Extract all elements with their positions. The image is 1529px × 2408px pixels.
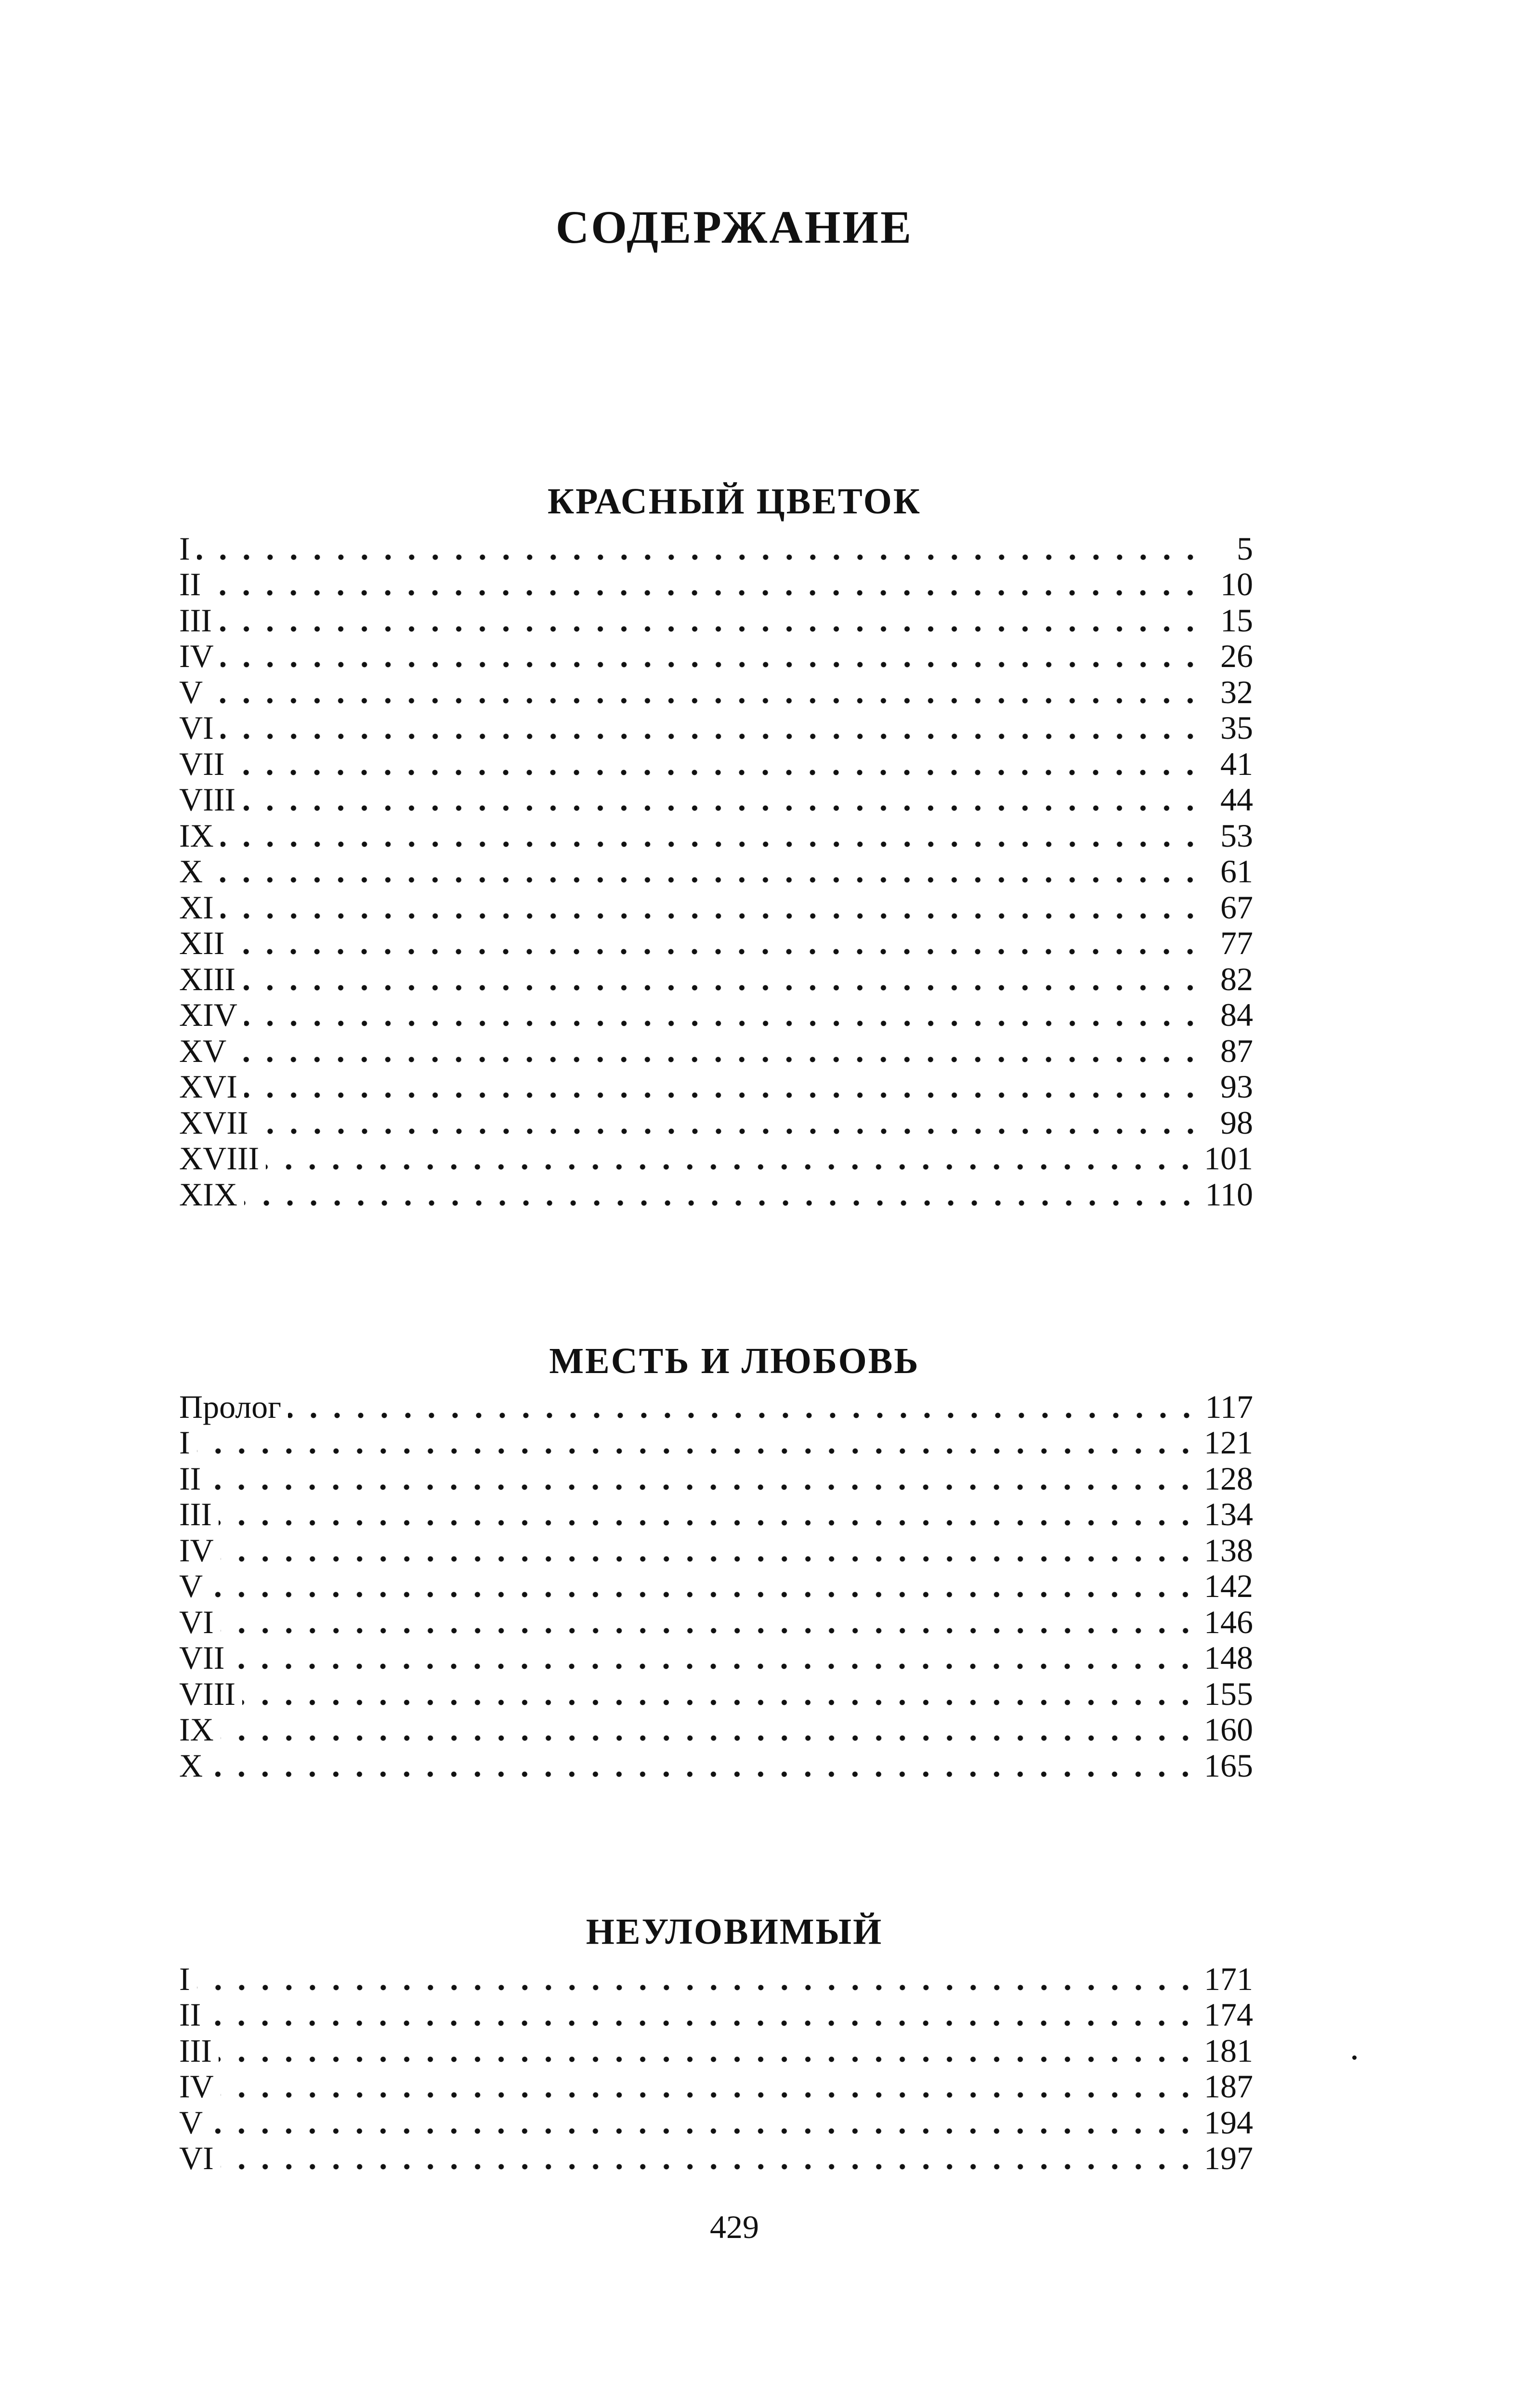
- dot-leader: [242, 1700, 1197, 1705]
- toc-entry: [179, 1746, 1253, 1782]
- toc-entry-page-number: 142: [1204, 1568, 1253, 1604]
- toc-entry-label: X: [179, 853, 203, 890]
- dot-leader: [231, 949, 1202, 955]
- toc-entry-label: IV: [179, 638, 214, 674]
- toc-entry: [179, 744, 1253, 780]
- toc-entry-page-number: 110: [1205, 1176, 1253, 1213]
- toc-entry-page-number: 41: [1220, 745, 1253, 782]
- toc-entry-page-number: 155: [1204, 1675, 1253, 1712]
- toc-entry-page-number: 35: [1220, 709, 1253, 746]
- toc-entry: [179, 1459, 1253, 1495]
- toc-entry-page-number: 53: [1220, 817, 1253, 854]
- toc-entry: [179, 816, 1253, 852]
- dot-leader: [221, 1556, 1197, 1562]
- toc-entry-page-number: 187: [1204, 2068, 1253, 2105]
- toc-entry-label: I: [179, 1424, 190, 1461]
- toc-entry: [179, 1531, 1253, 1567]
- toc-entry: [179, 1674, 1253, 1710]
- toc-entry-label: IV: [179, 1531, 214, 1569]
- toc-entry: [179, 1067, 1253, 1103]
- toc-entry: [179, 1602, 1253, 1638]
- toc-entry-label: XI: [179, 889, 214, 926]
- toc-list-krasnyi-tsvetok: [179, 529, 1253, 1211]
- toc-entry-page-number: 134: [1204, 1496, 1253, 1532]
- page-number: 429: [710, 2209, 759, 2245]
- toc-entry-label: XVII: [179, 1104, 248, 1141]
- toc-entry-label: V: [179, 2104, 203, 2141]
- toc-entry-page-number: 138: [1204, 1531, 1253, 1569]
- dot-leader: [233, 1057, 1202, 1062]
- toc-entry-page-number: 101: [1204, 1140, 1253, 1177]
- toc-entry: [179, 2139, 1253, 2175]
- toc-entry-page-number: 26: [1220, 638, 1253, 674]
- toc-entry: [179, 2031, 1253, 2067]
- dot-leader: [209, 2128, 1197, 2134]
- toc-entry: [179, 2103, 1253, 2139]
- toc-entry-label: V: [179, 1568, 203, 1604]
- dot-leader: [209, 698, 1202, 704]
- toc-entry: [179, 1175, 1253, 1211]
- toc-entry: [179, 2067, 1253, 2103]
- toc-entry: [179, 852, 1253, 888]
- toc-entry-label: IX: [179, 1711, 214, 1748]
- toc-entry-page-number: 117: [1205, 1388, 1253, 1425]
- dot-leader: [221, 1735, 1197, 1741]
- toc-entry-page-number: 171: [1204, 1960, 1253, 1997]
- toc-entry-label: XII: [179, 925, 225, 961]
- dot-leader: [244, 1200, 1199, 1206]
- toc-entry: [179, 780, 1253, 816]
- toc-entry-page-number: 84: [1220, 996, 1253, 1033]
- toc-entry-label: XVIII: [179, 1140, 260, 1177]
- print-speck: [1352, 2055, 1357, 2060]
- toc-entry-label: X: [179, 1747, 203, 1784]
- toc-entry-page-number: 146: [1204, 1603, 1253, 1640]
- dot-leader: [197, 1985, 1197, 1990]
- toc-entry: [179, 995, 1253, 1032]
- toc-entry-page-number: 93: [1220, 1068, 1253, 1105]
- toc-entry-page-number: 82: [1220, 960, 1253, 997]
- toc-list-neulovimyi: [179, 1959, 1253, 2174]
- toc-entry: [179, 1638, 1253, 1675]
- dot-leader: [244, 1092, 1202, 1098]
- toc-entry-page-number: 44: [1220, 781, 1253, 818]
- toc-entry-label: XV: [179, 1032, 227, 1069]
- toc-entry-label: XIII: [179, 960, 236, 997]
- dot-leader: [221, 913, 1202, 919]
- dot-leader: [244, 1021, 1202, 1026]
- toc-entry-label: VIII: [179, 1675, 236, 1712]
- toc-entry-label: IX: [179, 817, 214, 854]
- toc-entry: [179, 1031, 1253, 1067]
- toc-entry-label: VI: [179, 2140, 214, 2176]
- toc-entry-page-number: 32: [1220, 673, 1253, 710]
- toc-entry-label: Пролог: [179, 1388, 282, 1425]
- toc-entry-label: VII: [179, 745, 225, 782]
- dot-leader: [209, 877, 1202, 883]
- toc-entry-label: XIV: [179, 996, 237, 1033]
- toc-entry-page-number: 128: [1204, 1460, 1253, 1497]
- toc-entry: [179, 565, 1253, 601]
- dot-leader: [219, 1520, 1197, 1526]
- dot-leader: [231, 770, 1202, 775]
- dot-leader: [221, 2164, 1197, 2170]
- toc-entry: [179, 1495, 1253, 1531]
- toc-entry-label: VI: [179, 1603, 214, 1640]
- toc-entry-page-number: 10: [1220, 566, 1253, 602]
- dot-leader: [221, 2092, 1197, 2098]
- toc-entry-page-number: 121: [1204, 1424, 1253, 1461]
- toc-entry: [179, 1139, 1253, 1175]
- toc-entry-page-number: 67: [1220, 889, 1253, 926]
- page-title: СОДЕРЖАНИЕ: [555, 201, 914, 253]
- toc-list-mest-i-lyubov: [179, 1387, 1253, 1782]
- toc-entry: [179, 959, 1253, 995]
- toc-entry-page-number: 98: [1220, 1104, 1253, 1141]
- toc-entry: [179, 1995, 1253, 2031]
- toc-entry-page-number: 197: [1204, 2140, 1253, 2176]
- dot-leader: [242, 805, 1202, 811]
- toc-entry-label: III: [179, 2032, 212, 2069]
- dot-leader: [197, 554, 1202, 560]
- toc-entry-page-number: 87: [1220, 1032, 1253, 1069]
- toc-entry-page-number: 194: [1204, 2104, 1253, 2141]
- dot-leader: [208, 590, 1202, 596]
- toc-entry-page-number: 160: [1204, 1711, 1253, 1748]
- toc-entry-label: IV: [179, 2068, 214, 2105]
- dot-leader: [219, 2056, 1197, 2062]
- dot-leader: [221, 733, 1202, 739]
- toc-entry-label: II: [179, 1460, 201, 1497]
- dot-leader: [288, 1413, 1198, 1418]
- dot-leader: [266, 1164, 1197, 1170]
- toc-entry: [179, 1710, 1253, 1746]
- dot-leader: [221, 1628, 1197, 1634]
- dot-leader: [208, 1484, 1197, 1490]
- toc-entry-label: XIX: [179, 1176, 237, 1213]
- toc-entry-label: I: [179, 530, 190, 567]
- toc-entry-page-number: 5: [1237, 530, 1253, 567]
- dot-leader: [255, 1128, 1202, 1134]
- toc-entry-label: VI: [179, 709, 214, 746]
- toc-entry: [179, 601, 1253, 637]
- dot-leader: [208, 2020, 1197, 2026]
- toc-entry-page-number: 15: [1220, 602, 1253, 639]
- dot-leader: [209, 1592, 1197, 1597]
- toc-entry: [179, 888, 1253, 924]
- toc-entry-page-number: 181: [1204, 2032, 1253, 2069]
- toc-entry-label: V: [179, 673, 203, 710]
- toc-entry-label: XVI: [179, 1068, 237, 1105]
- toc-entry: [179, 529, 1253, 565]
- toc-entry-label: I: [179, 1960, 190, 1997]
- toc-entry: [179, 672, 1253, 708]
- toc-entry-page-number: 174: [1204, 1996, 1253, 2033]
- dot-leader: [221, 662, 1202, 667]
- dot-leader: [242, 985, 1202, 991]
- toc-entry-label: VII: [179, 1639, 225, 1676]
- toc-entry-page-number: 165: [1204, 1747, 1253, 1784]
- dot-leader: [221, 841, 1202, 847]
- section-title-neulovimyi: НЕУЛОВИМЫЙ: [586, 1911, 883, 1952]
- toc-entry: [179, 1959, 1253, 1995]
- toc-entry-label: III: [179, 602, 212, 639]
- toc-entry-label: II: [179, 1996, 201, 2033]
- toc-entry-label: III: [179, 1496, 212, 1532]
- toc-entry-page-number: 148: [1204, 1639, 1253, 1676]
- section-title-krasnyi-tsvetok: КРАСНЫЙ ЦВЕТОК: [547, 481, 922, 522]
- toc-entry-label: II: [179, 566, 201, 602]
- toc-entry-page-number: 77: [1220, 925, 1253, 961]
- dot-leader: [209, 1771, 1197, 1777]
- toc-entry-label: VIII: [179, 781, 236, 818]
- section-title-mest-i-lyubov: МЕСТЬ И ЛЮБОВЬ: [549, 1341, 920, 1382]
- toc-entry: [179, 1387, 1253, 1423]
- toc-entry: [179, 924, 1253, 960]
- toc-entry: [179, 1103, 1253, 1139]
- dot-leader: [231, 1663, 1197, 1669]
- dot-leader: [197, 1448, 1197, 1454]
- toc-entry: [179, 708, 1253, 745]
- dot-leader: [219, 626, 1202, 632]
- toc-entry: [179, 637, 1253, 673]
- toc-entry: [179, 1567, 1253, 1603]
- toc-entry: [179, 1423, 1253, 1459]
- toc-entry-page-number: 61: [1220, 853, 1253, 890]
